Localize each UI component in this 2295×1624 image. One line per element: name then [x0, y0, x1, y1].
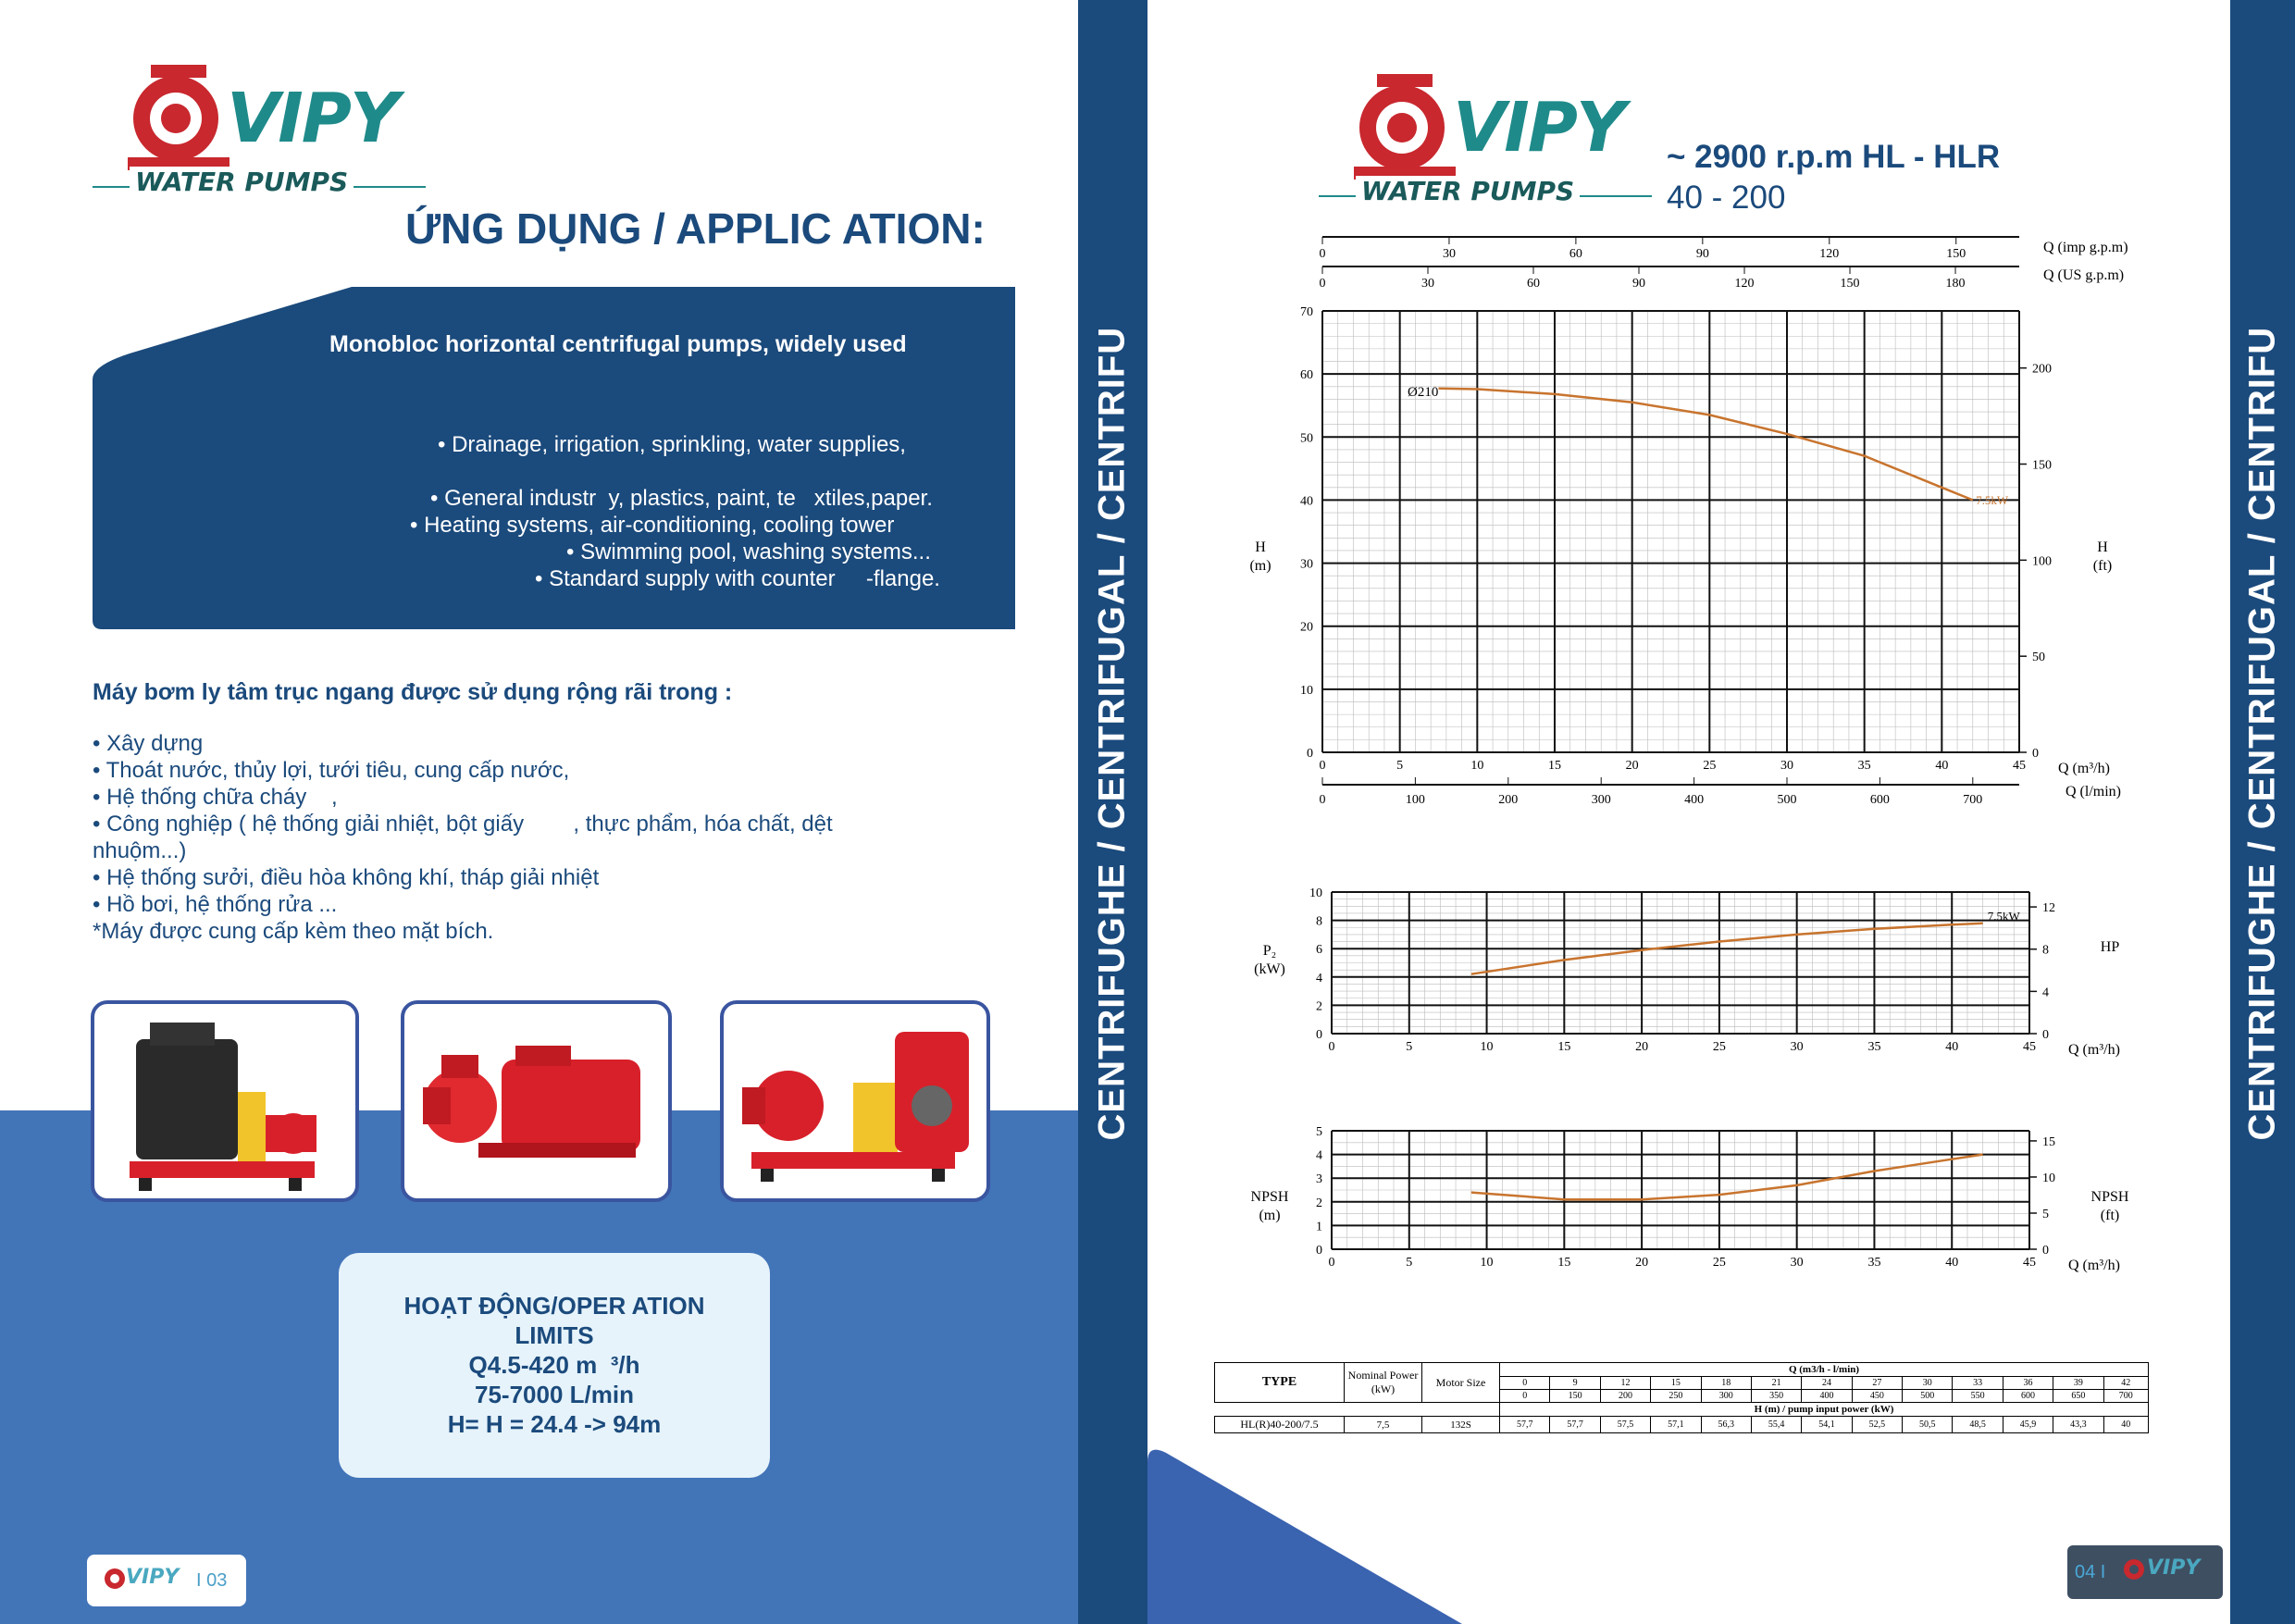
right-band-text: CENTRIFUGHE / CENTRIFUGAL / CENTRIFU [2241, 326, 2283, 1141]
limits-flow-m3h: Q4.5-420 m ³/h [468, 1351, 640, 1379]
y-tick-label: 2 [1316, 999, 1322, 1014]
table-cell-q-lmin: 350 [1751, 1390, 1801, 1403]
series-line [1439, 389, 1973, 501]
table-header-type: TYPE [1215, 1363, 1345, 1403]
right-tick-label: 15 [2042, 1134, 2055, 1149]
en-item: • General industr y, plastics, paint, te xtiles,paper. [430, 486, 933, 511]
top-axis-tick-label: 150 [1946, 247, 1966, 261]
page-tag-brand: VIPY [2147, 1556, 2201, 1580]
y-axis-label-right: NPSH [2090, 1189, 2129, 1205]
performance-charts [1148, 0, 2230, 1295]
vn-item: *Máy được cung cấp kèm theo mặt bích. [93, 919, 494, 944]
impeller-diameter-label: Ø210 [1408, 384, 1439, 400]
table-cell-q-lmin: 300 [1701, 1390, 1751, 1403]
top-axis-label: Q (imp g.p.m) [2043, 240, 2128, 255]
y-tick-label: 20 [1300, 620, 1313, 635]
y-tick-label: 0 [1316, 1028, 1322, 1042]
x-tick-label: 10 [1480, 1256, 1494, 1270]
top-axis-tick-label: 150 [1840, 277, 1860, 291]
x-tick-label: 45 [2023, 1256, 2036, 1270]
table-spacer [1215, 1403, 1500, 1417]
x-tick-label: 40 [1945, 1040, 1959, 1054]
x-tick-label: 20 [1635, 1256, 1649, 1270]
right-tick-label: 150 [2032, 458, 2052, 473]
x-tick-label: 20 [1635, 1040, 1649, 1054]
table-cell-h: 55,4 [1751, 1417, 1801, 1433]
page-tag-right [2067, 1545, 2223, 1599]
x-axis-label: Q (m³/h) [2058, 761, 2110, 776]
x-tick-label: 25 [1712, 1040, 1726, 1054]
y-tick-label: 1 [1316, 1220, 1322, 1234]
y-tick-label: 40 [1300, 494, 1313, 509]
right-tick-label: 50 [2032, 651, 2045, 665]
limits-head: H= H = 24.4 -> 94m [447, 1410, 662, 1438]
x-tick-label: 5 [1406, 1040, 1413, 1054]
table-cell-q-m3h: 30 [1903, 1377, 1953, 1390]
small-logo-icon [2123, 1558, 2145, 1581]
x-tick-label: 0 [1328, 1256, 1335, 1270]
right-bottom-triangle [1148, 1444, 1481, 1624]
vn-item: nhuộm...) [93, 838, 187, 863]
limits-subtitle: LIMITS [515, 1321, 594, 1349]
center-band-text: CENTRIFUGHE / CENTRIFUGAL / CENTRIFU [1091, 326, 1133, 1141]
x-tick-label: 45 [2023, 1040, 2036, 1054]
vn-item: • Hồ bơi, hệ thống rửa ... [93, 892, 338, 917]
y-tick-label: 2 [1316, 1196, 1322, 1210]
y-tick-label: 5 [1316, 1125, 1322, 1139]
en-item: • Swimming pool, washing systems... [566, 539, 931, 564]
table-cell-q-lmin: 250 [1651, 1390, 1701, 1403]
top-axis-tick-label: 0 [1319, 247, 1326, 261]
vn-heading: Máy bơm ly tâm trục ngang được sử dụng rộng rãi trong : [93, 679, 733, 705]
right-tick-label: 0 [2042, 1244, 2049, 1258]
bottom-axis-tick-label: 0 [1319, 793, 1326, 807]
y-tick-label: 8 [1316, 914, 1322, 929]
y-tick-label: 10 [1300, 683, 1313, 698]
bottom-axis-tick-label: 100 [1405, 793, 1425, 807]
x-tick-label: 25 [1703, 759, 1717, 773]
x-tick-label: 5 [1396, 759, 1404, 773]
table-header-motor: Motor Size [1422, 1363, 1500, 1403]
x-tick-label: 30 [1790, 1040, 1804, 1054]
vn-item: • Hệ thống sưởi, điều hòa không khí, tháp giải nhiệt [93, 865, 600, 890]
power-rating-label: 7.5kW [1987, 909, 2020, 924]
x-tick-label: 15 [1557, 1040, 1571, 1054]
table-cell-q-lmin: 400 [1802, 1390, 1852, 1403]
y-axis-label-right: HP [2100, 939, 2120, 955]
performance-table [1214, 1362, 2149, 1433]
brand-sub: WATER PUMPS [130, 167, 354, 197]
x-tick-label: 20 [1625, 759, 1639, 773]
y-tick-label: 50 [1300, 431, 1313, 446]
table-cell-motor: 132S [1422, 1417, 1500, 1433]
y-tick-label: 6 [1316, 943, 1322, 958]
table-cell-q-m3h: 24 [1802, 1377, 1852, 1390]
x-tick-label: 25 [1712, 1256, 1726, 1270]
x-tick-label: 15 [1557, 1256, 1571, 1270]
x-tick-label: 40 [1935, 759, 1949, 773]
table-cell-h: 48,5 [1953, 1417, 2003, 1433]
table-cell-h: 50,5 [1903, 1417, 1953, 1433]
product-photo-diesel-pump [91, 1000, 359, 1202]
y-tick-label: 10 [1309, 886, 1322, 900]
vn-item: • Xây dựng [93, 731, 204, 756]
application-heading: ỨNG DỤNG / APPLIC ATION: [405, 205, 986, 253]
bottom-axis-label: Q (l/min) [2066, 784, 2121, 800]
right-tick-label: 12 [2042, 901, 2055, 916]
right-page [1148, 0, 2230, 1624]
right-tick-label: 4 [2042, 986, 2049, 1000]
top-axis-tick-label: 60 [1569, 247, 1582, 261]
page-number-right: 04 I [2075, 1562, 2106, 1582]
power-rating-label: 7.5kW [1976, 493, 2009, 508]
table-cell-q-m3h: 36 [2003, 1377, 2053, 1390]
table-cell-h: 57,1 [1651, 1417, 1701, 1433]
brand-name: VIPY [227, 79, 398, 158]
top-axis-tick-label: 0 [1319, 277, 1326, 291]
right-tick-label: 0 [2032, 747, 2039, 761]
table-cell-q-m3h: 0 [1500, 1377, 1550, 1390]
brand-sub: WATER PUMPS [1356, 176, 1580, 206]
x-tick-label: 30 [1790, 1256, 1804, 1270]
table-cell-q-lmin: 200 [1600, 1390, 1650, 1403]
table-cell-h: 54,1 [1802, 1417, 1852, 1433]
small-logo-icon [104, 1568, 126, 1590]
bottom-axis-tick-label: 400 [1684, 793, 1705, 807]
y-axis-label: (m) [1249, 558, 1272, 574]
table-cell-q-m3h: 33 [1953, 1377, 2003, 1390]
table-row [1215, 1417, 2149, 1433]
bottom-axis-tick-label: 300 [1591, 793, 1611, 807]
y-axis-label: (m) [1259, 1208, 1281, 1223]
x-tick-label: 30 [1780, 759, 1793, 773]
x-tick-label: 10 [1480, 1040, 1494, 1054]
y-tick-label: 30 [1300, 557, 1313, 572]
table-cell-h: 45,9 [2003, 1417, 2053, 1433]
table-cell-q-m3h: 12 [1600, 1377, 1650, 1390]
table-cell-q-m3h: 15 [1651, 1377, 1701, 1390]
right-tick-label: 200 [2032, 362, 2052, 377]
table-header-power: Nominal Power (kW) [1345, 1363, 1422, 1403]
x-tick-label: 0 [1328, 1040, 1335, 1054]
table-cell-q-lmin: 700 [2103, 1390, 2149, 1403]
y-tick-label: 3 [1316, 1172, 1322, 1187]
page-number-left: I 03 [196, 1570, 228, 1591]
table-cell-q-m3h: 9 [1550, 1377, 1600, 1390]
vn-item: • Thoát nước, thủy lợi, tưới tiêu, cung cấp nước, [93, 758, 570, 783]
y-tick-label: 4 [1316, 971, 1322, 986]
en-item: • Drainage, irrigation, sprinkling, water supplies, [438, 432, 906, 457]
table-cell-q-lmin: 500 [1903, 1390, 1953, 1403]
top-axis-tick-label: 30 [1442, 247, 1456, 261]
right-tick-label: 0 [2042, 1028, 2049, 1042]
en-item: • Standard supply with counter -flange. [535, 566, 940, 591]
table-cell-q-lmin: 0 [1500, 1390, 1550, 1403]
table-cell-q-lmin: 150 [1550, 1390, 1600, 1403]
table-cell-q-m3h: 42 [2103, 1377, 2149, 1390]
y-axis-label-right: H [2097, 539, 2108, 555]
pump-logo-icon [118, 65, 239, 176]
top-axis-label: Q (US g.p.m) [2043, 267, 2125, 283]
en-item: • Heating systems, air-conditioning, cooling tower [410, 513, 895, 538]
model-title: 40 - 200 [1667, 180, 1786, 216]
table-cell-q-m3h: 21 [1751, 1377, 1801, 1390]
x-tick-label: 35 [1867, 1256, 1881, 1270]
x-tick-label: 35 [1857, 759, 1871, 773]
table-cell-h: 43,3 [2053, 1417, 2103, 1433]
top-axis-tick-label: 90 [1695, 247, 1709, 261]
top-axis-tick-label: 120 [1734, 277, 1755, 291]
right-tick-label: 5 [2042, 1207, 2049, 1221]
left-logo [93, 60, 426, 208]
vn-item: • Công nghiệp ( hệ thống giải nhiệt, bột giấy , thực phẩm, hóa chất, dệt [93, 812, 833, 837]
x-tick-label: 15 [1548, 759, 1561, 773]
product-photo-electric-pump [401, 1000, 672, 1202]
table-cell-q-lmin: 600 [2003, 1390, 2053, 1403]
table-cell-q-m3h: 39 [2053, 1377, 2103, 1390]
y-axis-label-right: (ft) [2092, 558, 2113, 574]
y-tick-label: 70 [1300, 305, 1313, 319]
rpm-title: ~ 2900 r.p.m HL - HLR [1667, 139, 2001, 175]
table-cell-q-lmin: 450 [1852, 1390, 1902, 1403]
top-axis-tick-label: 180 [1945, 277, 1966, 291]
table-cell-q-lmin: 650 [2053, 1390, 2103, 1403]
x-tick-label: 45 [2013, 759, 2026, 773]
page-tag-brand: VIPY [126, 1566, 180, 1589]
y-tick-label: 0 [1307, 747, 1313, 761]
y-axis-label: H [1255, 539, 1266, 555]
table-cell-h: 52,5 [1852, 1417, 1902, 1433]
right-tick-label: 100 [2032, 554, 2052, 569]
en-intro-line1: Monobloc horizontal centrifugal pumps, widely used [329, 331, 907, 357]
top-axis-tick-label: 90 [1632, 277, 1646, 291]
table-header-h: H (m) / pump input power (kW) [1500, 1403, 2149, 1417]
limits-flow-lmin: 75-7000 L/min [475, 1381, 634, 1408]
page-tag-left [87, 1555, 246, 1606]
table-cell-h: 56,3 [1701, 1417, 1751, 1433]
left-page [0, 0, 1078, 1624]
table-cell-h: 40 [2103, 1417, 2149, 1433]
table-cell-h: 57,7 [1550, 1417, 1600, 1433]
y-axis-label: (kW) [1254, 961, 1285, 977]
table-cell-q-m3h: 27 [1852, 1377, 1902, 1390]
top-axis-tick-label: 120 [1819, 247, 1840, 261]
x-axis-label: Q (m³/h) [2068, 1042, 2120, 1058]
limits-title: HOẠT ĐỘNG/OPER ATION [403, 1292, 705, 1320]
vn-item: • Hệ thống chữa cháy , [93, 785, 338, 810]
y-axis-label: NPSH [1250, 1189, 1289, 1205]
table-cell-h: 57,5 [1600, 1417, 1650, 1433]
series-line [1471, 1155, 1983, 1200]
y-tick-label: 60 [1300, 368, 1313, 383]
right-tick-label: 8 [2042, 943, 2049, 958]
x-tick-label: 40 [1945, 1256, 1959, 1270]
y-tick-label: 4 [1316, 1148, 1322, 1163]
top-axis-tick-label: 60 [1527, 277, 1541, 291]
table-cell-q-m3h: 18 [1701, 1377, 1751, 1390]
table-cell-power: 7,5 [1345, 1417, 1422, 1433]
top-axis-tick-label: 30 [1421, 277, 1435, 291]
table-cell-type: HL(R)40-200/7.5 [1215, 1417, 1345, 1433]
right-tick-label: 10 [2042, 1171, 2055, 1185]
bottom-axis-tick-label: 700 [1963, 793, 1983, 807]
y-axis-label: P₂ [1262, 943, 1277, 959]
y-axis-label-right: (ft) [2100, 1208, 2120, 1223]
table-header-q: Q (m3/h - l/min) [1500, 1363, 2149, 1377]
product-photo-diesel-pump-yellow [720, 1000, 990, 1202]
bottom-axis-tick-label: 600 [1869, 793, 1890, 807]
bottom-axis-tick-label: 500 [1777, 793, 1797, 807]
y-tick-label: 0 [1316, 1244, 1322, 1258]
brand-name: VIPY [1453, 88, 1624, 167]
x-tick-label: 10 [1470, 759, 1484, 773]
x-tick-label: 0 [1319, 759, 1326, 773]
x-axis-label: Q (m³/h) [2068, 1258, 2120, 1273]
bottom-axis-tick-label: 200 [1498, 793, 1519, 807]
table-cell-h: 57,7 [1500, 1417, 1550, 1433]
table-cell-q-lmin: 550 [1953, 1390, 2003, 1403]
x-tick-label: 35 [1867, 1040, 1881, 1054]
x-tick-label: 5 [1406, 1256, 1413, 1270]
